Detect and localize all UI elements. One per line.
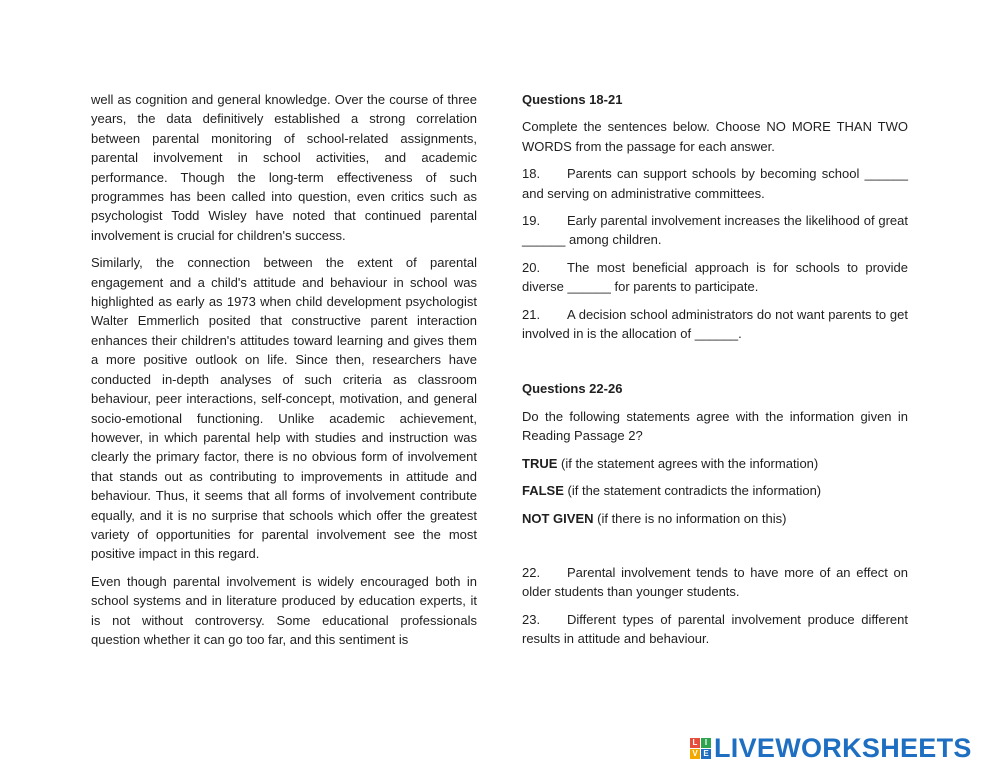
logo-letter-e: E: [701, 749, 711, 759]
logo-wordmark: LIVEWORKSHEETS: [714, 732, 972, 763]
legend-term: FALSE: [522, 483, 564, 499]
question-19: [522, 211, 908, 250]
legend-desc: (if the statement agrees with the information): [557, 455, 819, 471]
question-text: A decision school administrators do not want parents to get involved in is the allocation of ______.: [522, 306, 908, 342]
section-heading-22-26: Questions 22-26: [522, 381, 623, 397]
question-number: 21.: [522, 306, 541, 322]
passage-column: [91, 90, 477, 657]
question-23: [522, 610, 908, 649]
question-20: [522, 258, 908, 297]
section-spacer: [522, 536, 908, 563]
logo-icon: [690, 738, 711, 759]
question-text: Early parental involvement increases the likelihood of great ______ among children.: [522, 213, 908, 248]
legend-desc: (if the statement contradicts the information): [563, 483, 822, 499]
question-number: 19.: [522, 213, 541, 229]
question-number: 23.: [522, 611, 541, 627]
question-18: [522, 164, 908, 203]
legend-not-given: [522, 509, 908, 528]
liveworksheets-logo[interactable]: [690, 734, 972, 762]
passage-paragraph-3: Even though parental involvement is widely encouraged both in school systems and in literature produced by education experts, it is not without controversy. Some educational professionals question whether it can go too far, and this sentiment is: [91, 573, 477, 647]
question-22: [522, 563, 908, 602]
question-number: 18.: [522, 166, 541, 182]
logo-letter-i: I: [701, 738, 711, 748]
passage-paragraph-2: Similarly, the connection between the extent of parental engagement and a child's attitude and behaviour in school was highlighted as early as 1973 when child development psychologist Walter Emmerlich posited that constructive parent interaction enhances their children's attitudes toward learning and gives them a more positive outlook on life. Since then, researchers have conducted in-depth analyses of such criteria as classroom behaviour, peer interactions, self-concept, motivation, and general socio-emotional functioning. Unlike academic achievement, however, in which parental help with studies and instruction was clearly the primary factor, there is no obvious form of involvement that stands out as contributing to improvements in attitude and behaviour. Thus, it seems that all forms of involvement contribute equally, and it is no surprise that schools which offer the greatest variety of opportunities for parental involvement see the most positive impact in this regard.: [91, 255, 477, 562]
legend-term: TRUE: [522, 455, 558, 471]
section-instructions-22-26: Do the following statements agree with the information given in Reading Passage 2?: [522, 408, 908, 444]
question-number: 20.: [522, 259, 541, 275]
legend-true: [522, 454, 908, 473]
question-text: The most beneficial approach is for schools to provide diverse ______ for parents to participate.: [522, 259, 908, 295]
section-spacer: [522, 351, 908, 379]
logo-letter-l: L: [690, 738, 700, 748]
question-text: Parental involvement tends to have more of an effect on older students than younger students.: [522, 564, 908, 600]
question-21: [522, 305, 908, 344]
question-number: 22.: [522, 564, 541, 580]
section-heading-18-21: Questions 18-21: [522, 92, 623, 107]
question-text: Different types of parental involvement produce different results in attitude and behaviour.: [522, 611, 908, 647]
section-instructions-18-21: Complete the sentences below. Choose NO MORE THAN TWO WORDS from the passage for each answer.: [522, 119, 908, 154]
logo-letter-v: V: [690, 749, 700, 759]
legend-term: NOT GIVEN: [522, 510, 594, 526]
questions-column: [522, 90, 908, 657]
legend-desc: (if there is no information on this): [593, 510, 787, 526]
passage-paragraph-1: well as cognition and general knowledge. Over the course of three years, the data definitively established a strong correlation between parental monitoring of school-related assignments, parental involvement in school activities, and academic performance. Though the long-term effectiveness of such programmes has been called into question, even critics such as psychologist Todd Wisley have noted that continued parental involvement is crucial for children's success.: [91, 92, 477, 243]
question-text: Parents can support schools by becoming school ______ and serving on administrative committees.: [522, 166, 908, 201]
legend-false: [522, 481, 908, 500]
